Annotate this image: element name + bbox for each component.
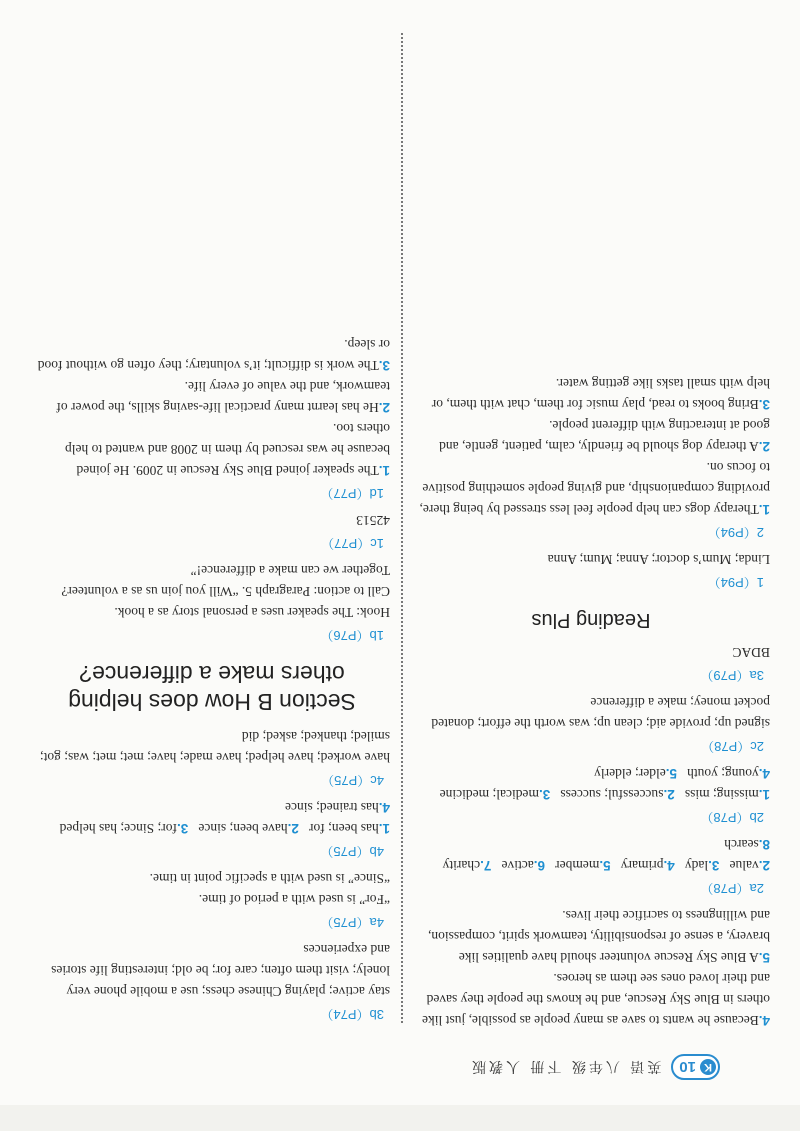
left-column <box>412 31 770 1031</box>
tag-1d: 1d（P77） <box>320 486 384 501</box>
book-title: 英语 八年级 下册 人教版 <box>468 1058 662 1074</box>
answer-2c: signed up; provide aid; clean up; was worth the effort; donated pocket money; make a difference <box>431 695 770 731</box>
answer-3a: BDAC <box>732 645 770 660</box>
answer-1c: 42513 <box>356 513 390 528</box>
answer-4a-2: “Since” is used with a specific point in time. <box>149 871 390 886</box>
tag-rp-2: 2（P94） <box>707 525 764 540</box>
tag-4c: 4c（P75） <box>321 773 384 788</box>
tag-2c: 2c（P78） <box>701 739 764 754</box>
page-header <box>469 1051 720 1083</box>
answer-2b: 1.missing; miss 2.successful; success 3.medical; medicine 4.young; youth 5.elder; elderly <box>439 766 770 802</box>
tag-1b: 1b（P76） <box>320 628 384 643</box>
page-number: 10 <box>679 1058 696 1076</box>
tag-3a: 3a（P79） <box>700 668 764 683</box>
tag-3b: 3b（P74） <box>320 1007 384 1022</box>
answer-1b-hook: Hook: The speaker uses a personal story as a hook. <box>114 605 390 620</box>
answer-1d-4: 4.Because he wants to save as many people as possible, just like others in Blue Sky Rescue, and he knows the people they saved and their loved ones see them as heroes. <box>422 971 770 1028</box>
answer-1d-3: 3.The work is difficult; it’s voluntary; they often go without food or sleep. <box>37 337 390 373</box>
answer-1d-2: 2.He has learnt many practical life-saving skills, the power of teamwork, and the value of every life. <box>56 379 390 415</box>
section-b-title: Section B How does helping others make a difference? <box>68 661 356 715</box>
answer-4c: have worked; have helped; have made; have; met; met; was; got; smiled; thanked; asked; did <box>39 729 390 765</box>
answer-2a: 2.value 3.lady 4.primary 5.member 6.active 7.charity 8.search <box>442 837 770 873</box>
k-logo-icon: K <box>700 1059 716 1075</box>
answer-rp-2-1: 1.Therapy dogs can help people feel less stressed by being there, providing companionship, and giving people something positive to focus on. <box>419 460 770 517</box>
tag-2a: 2a（P78） <box>700 881 764 896</box>
tag-rp-1: 1（P94） <box>707 575 764 590</box>
answer-1d-5: 5.A Blue Sky Rescue volunteer should have qualities like bravery, a sense of responsibility, teamwork spirit, compassion, and willingness to sacrifice their lives. <box>427 908 770 965</box>
answer-4b: 1.has been; for 2.have been; since 3.for; Since; has helped 4.has trained; since <box>59 800 390 836</box>
answer-4a-1: “For” is used with a period of time. <box>198 892 390 907</box>
answer-1d-1: 1.The speaker joined Blue Sky Rescue in 2009. He joined because he was rescued by them in 2008 and wanted to help others too. <box>64 421 390 478</box>
top-band <box>0 1105 800 1131</box>
tag-4b: 4b（P75） <box>320 844 384 859</box>
answer-1b-call: Call to action: Paragraph 5. “Will you join us as a volunteer? Together we can make a difference!” <box>61 563 390 599</box>
tag-4a: 4a（P75） <box>320 915 384 930</box>
right-column <box>34 31 390 1031</box>
answer-rp-1: Linda; Mum’s doctor; Anna; Mum; Anna <box>547 552 770 567</box>
tag-2b: 2b（P78） <box>700 810 764 825</box>
column-divider <box>401 33 403 1023</box>
answer-3b: stay active; playing Chinese chess; use a mobile phone very lonely; visit them often; care for; be old; interesting life stories and experiences <box>51 942 390 999</box>
page-badge <box>671 1054 720 1080</box>
reading-plus-title: Reading Plus <box>531 609 651 631</box>
answer-rp-2-2: 2.A therapy dog should be friendly, calm, patient, gentle, and good at interacting with different people. <box>439 418 770 454</box>
tag-1c: 1c（P77） <box>321 536 384 551</box>
answer-rp-2-3: 3.Bring books to read, play music for them, chat with them, or help with small tasks like getting water. <box>431 376 770 412</box>
